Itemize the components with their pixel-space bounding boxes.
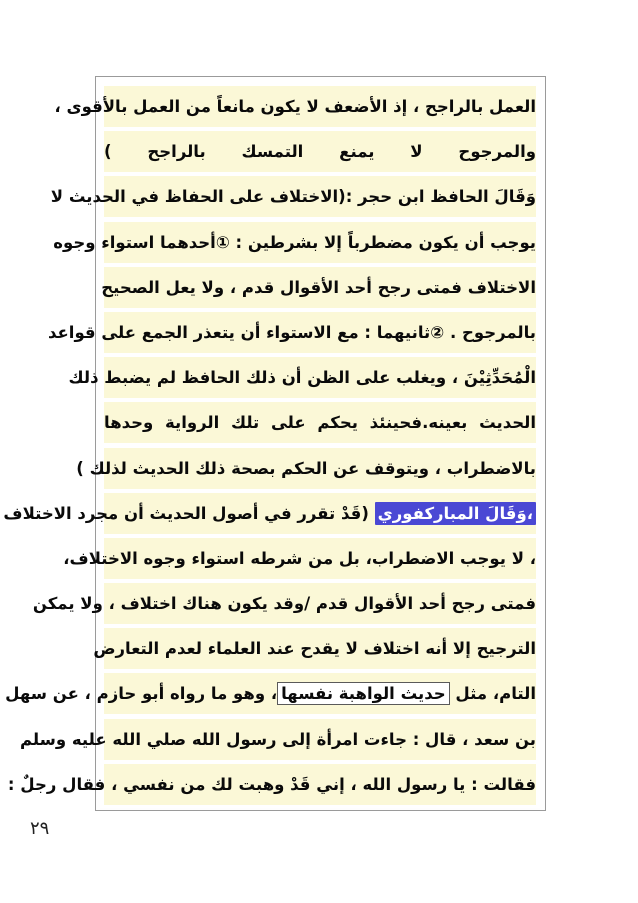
text-line-12-content: فمتى رجح أحد الأقوال قدم /وقد يكون هناك اختلاف ، ولا يمكن — [32, 594, 536, 614]
text-line-15-content: بن سعد ، قال : جاءت امرأة إلى رسول الله صلي الله عليه وسلم — [19, 729, 536, 749]
text-line-4-content: يوجب أن يكون مضطرباً إلا بشرطين : ①أحدهما استواء وجوه — [53, 232, 536, 252]
text-line-6 — [47, 312, 536, 353]
boxed-hadith-title: حديث الواهبة نفسها — [277, 682, 450, 705]
text-line-15 — [19, 719, 536, 760]
text-line-11 — [63, 538, 536, 579]
text-line-5 — [101, 267, 536, 308]
text-line-2 — [104, 131, 536, 172]
text-line-9 — [76, 448, 536, 489]
page-number: ٢٩ — [30, 818, 50, 839]
text-line-9-content: بالاضطراب ، ويتوقف عن الحكم بصحة ذلك الحديث لذلك ) — [76, 458, 536, 478]
text-line-8-content: الحديث بعينه.فحينئذ يحكم على تلك الرواية وحدها — [104, 413, 536, 433]
text-line-2-content: والمرجوح لا يمنع التمسك بالراجح ) — [104, 142, 536, 162]
text-line-3-content: وَقَالَ الحافظ ابن حجر :(الاختلاف على الحفاظ في الحديث لا — [50, 187, 536, 207]
text-line-14-after: ، وهو ما رواه أبو حازم ، عن سهل — [5, 684, 278, 704]
text-line-1 — [54, 86, 536, 127]
text-line-11-content: ، لا يوجب الاضطراب، بل من شرطه استواء وجوه الاختلاف، — [63, 548, 536, 568]
text-line-14-before: التام، مثل — [455, 684, 536, 704]
text-line-14 — [5, 673, 536, 714]
text-line-13-content: الترجيح إلا أنه اختلاف لا يقدح عند العلماء لعدم التعارض — [93, 639, 536, 659]
text-line-7-content: الْمُحَدِّثِيْنَ ، ويغلب على الظن أن ذلك الحافظ لم يضبط ذلك — [68, 368, 536, 388]
text-line-4 — [53, 222, 536, 263]
text-line-16-content: فقالت : يا رسول الله ، إني قَدْ وهبت لك من نفسي ، فقال رجلٌ : — [7, 774, 536, 794]
text-line-1-content: العمل بالراجح ، إذ الأضعف لا يكون مانعاً من العمل بالأقوى ، — [54, 97, 536, 116]
text-line-8 — [104, 402, 536, 443]
text-line-13 — [93, 628, 536, 669]
arabic-text-block — [3, 80, 540, 808]
text-line-10 — [3, 493, 536, 534]
text-line-16 — [7, 764, 536, 805]
text-line-5-content: الاختلاف فمتى رجح أحد الأقوال قدم ، ولا يعل الصحيح — [101, 277, 536, 297]
text-line-10-content: (قَدْ تقرر في أصول الحديث أن مجرد الاختلاف — [3, 503, 369, 523]
text-line-6-content: بالمرجوح . ②ثانيهما : مع الاستواء أن يتعذر الجمع على قواعد — [47, 322, 536, 342]
text-line-12 — [32, 583, 536, 624]
highlighted-name: ،وَقَالَ المباركفوري — [375, 502, 536, 525]
text-line-3 — [50, 176, 536, 217]
text-line-7 — [68, 357, 536, 398]
